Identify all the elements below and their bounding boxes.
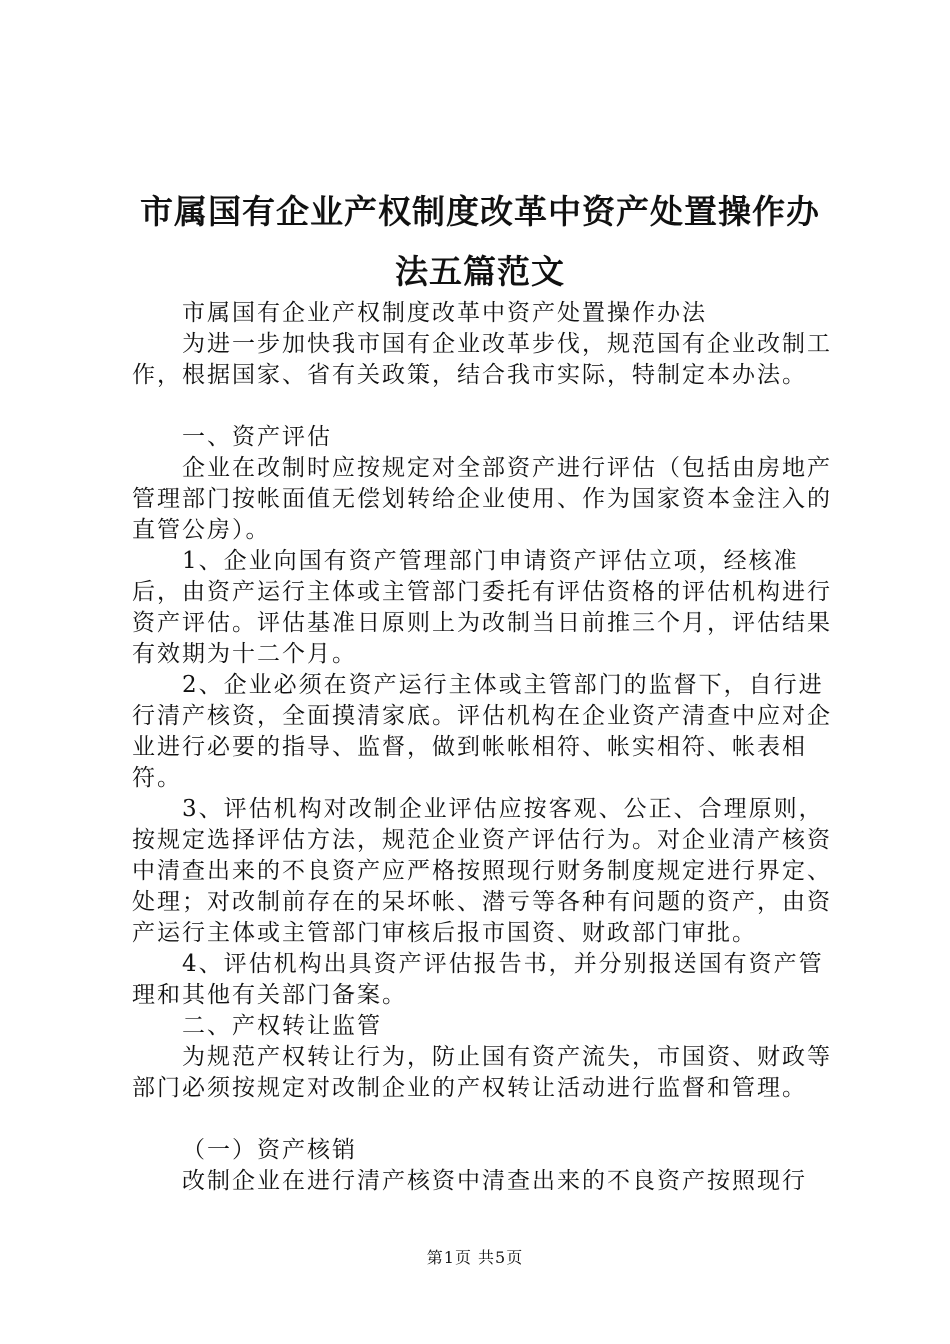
document-title (120, 182, 840, 302)
paragraph-item-1: 1、企业向国有资产管理部门申请资产评估立项，经核准后，由资产运行主体或主管部门委托有评估资格的评估机构进行资产评估。评估基准日原则上为改制当日前推三个月，评估结果有效期为十二个月。 (132, 548, 832, 667)
paragraph-item-4: 4、评估机构出具资产评估报告书，并分别报送国有资产管理和其他有关部门备案。 (132, 951, 824, 1008)
paragraph-intro: 为进一步加快我市国有企业改革步伐，规范国有企业改制工作，根据国家、省有关政策，结合我市实际，特制定本办法。 (132, 331, 832, 388)
paragraph: 企业在改制时应按规定对全部资产进行评估（包括由房地产管理部门按帐面值无偿划转给企业使用、作为国家资本金注入的直管公房）。 (132, 455, 832, 543)
page-number: 第1页 共5页 (426, 1248, 524, 1267)
paragraph: 为规范产权转让行为，防止国有资产流失，市国资、财政等部门必须按规定对改制企业的产权转让活动进行监督和管理。 (132, 1044, 832, 1101)
paragraph-item-2: 2、企业必须在资产运行主体或主管部门的监督下，自行进行清产核资，全面摸清家底。评估机构在企业资产清查中应对企业进行必要的指导、监督，做到帐帐相符、帐实相符、帐表相符。 (132, 672, 832, 791)
paragraph-item-3: 3、评估机构对改制企业评估应按客观、公正、合理原则，按规定选择评估方法，规范企业资产评估行为。对企业清产核资中清查出来的不良资产应严格按照现行财务制度规定进行界定、处理；对改制前存在的呆坏帐、潜亏等各种有问题的资产，由资产运行主体或主管部门审核后报市国资、财政部门审批。 (132, 796, 832, 946)
paragraph: 改制企业在进行清产核资中清查出来的不良资产按照现行 (182, 1168, 807, 1194)
paragraph-subtitle: 市属国有企业产权制度改革中资产处置操作办法 (182, 300, 707, 326)
document-body (132, 298, 832, 1197)
section-heading-1: 一、资产评估 (182, 424, 332, 450)
title-line-1: 市属国有企业产权制度改革中资产处置操作办 (140, 192, 820, 231)
section-heading-2: 二、产权转让监管 (182, 1013, 382, 1039)
subsection-heading: （一）资产核销 (182, 1137, 357, 1163)
title-line-2: 法五篇范文 (395, 252, 565, 291)
